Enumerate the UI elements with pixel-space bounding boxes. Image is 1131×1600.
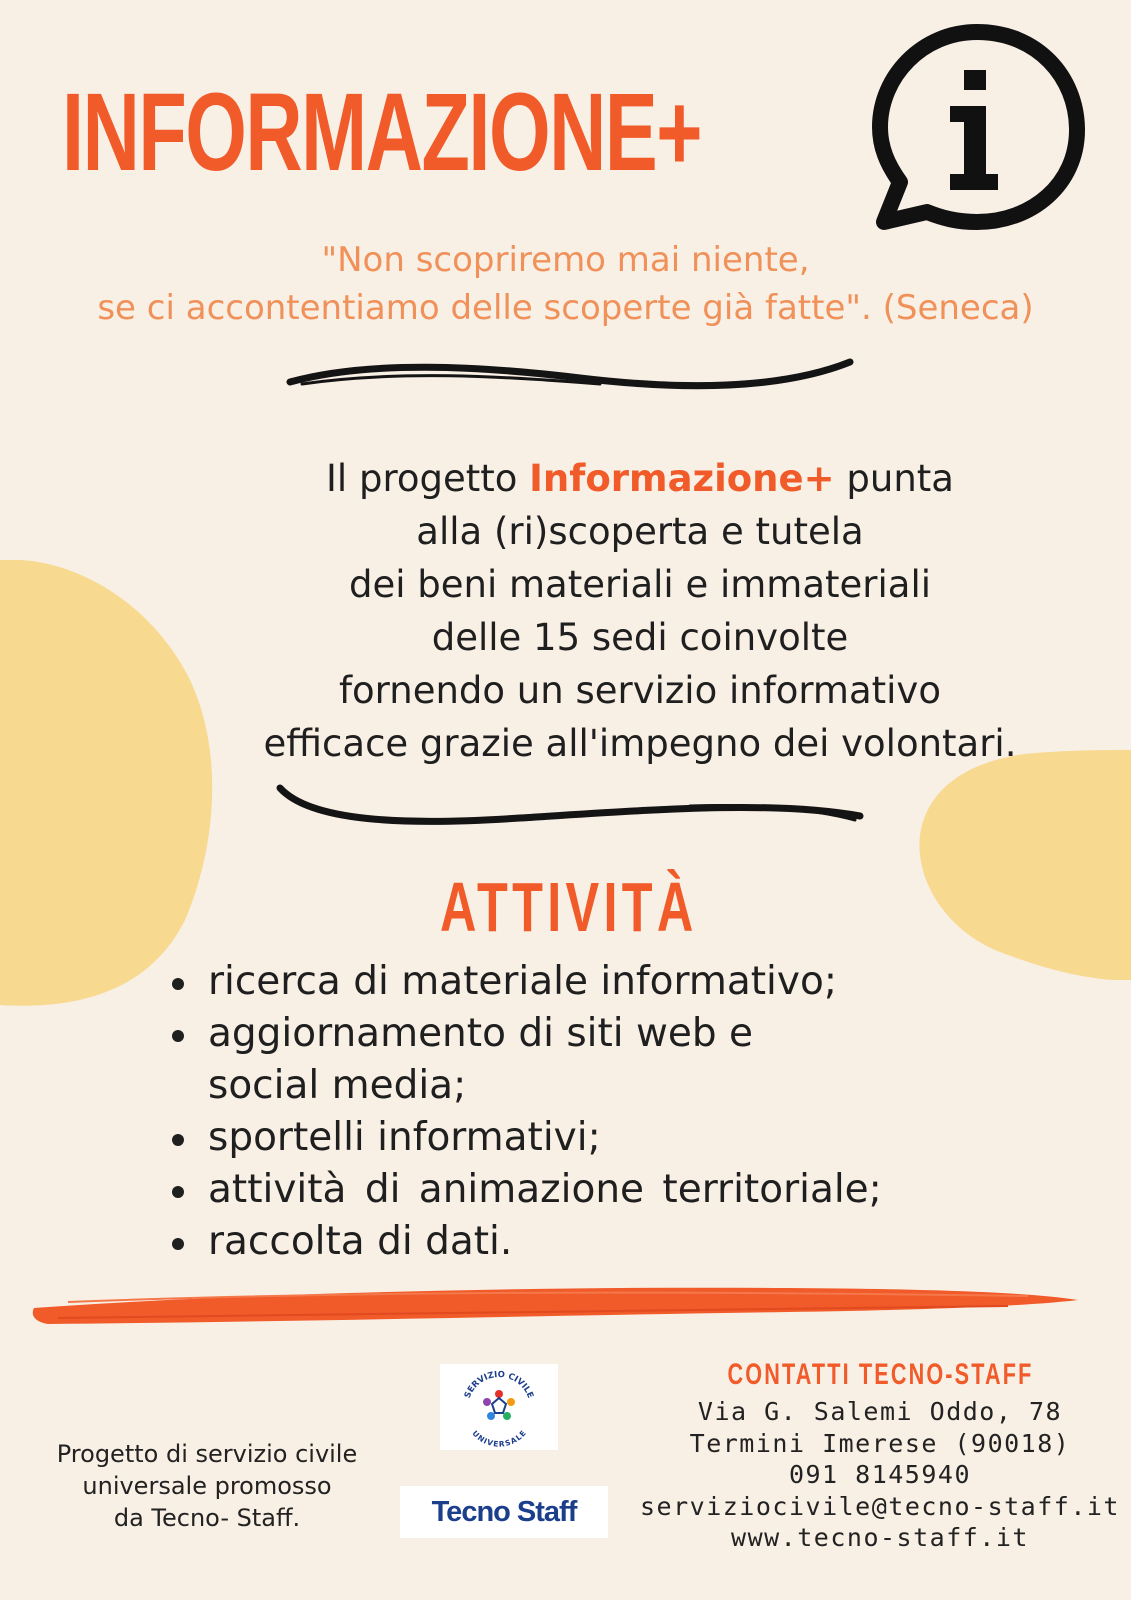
- servizio-civile-emblem-icon: [440, 1364, 558, 1450]
- quote-line-2: se ci accontentiamo delle scoperte già fatte". (Seneca): [97, 288, 1034, 328]
- contact-phone: 091 8145940: [788, 1460, 972, 1489]
- scu-logo-bottom-text: UNIVERSALE: [470, 1428, 528, 1449]
- top-swoosh-divider: [280, 350, 880, 410]
- contact-address: Via G. Salemi Oddo, 78: [697, 1397, 1063, 1426]
- list-item: raccolta di dati.: [168, 1216, 1068, 1268]
- list-item: ricerca di materiale informativo;: [168, 956, 1068, 1008]
- scu-logo-top-text: SERVIZIO CIVILE: [462, 1369, 536, 1400]
- project-name-highlight: Informazione+: [529, 457, 835, 500]
- project-description: [200, 452, 1080, 770]
- description-suffix: punta: [834, 457, 954, 500]
- contacts-title: CONTATTI TECNO-STAFF: [727, 1358, 1033, 1391]
- description-line: fornendo un servizio informativo: [339, 669, 941, 712]
- info-speech-bubble-icon: [872, 22, 1092, 237]
- description-line-1: [200, 452, 1080, 505]
- contacts-block: [640, 1358, 1120, 1554]
- orange-brush-stroke: [28, 1278, 1088, 1338]
- servizio-civile-logo: [440, 1364, 558, 1450]
- tecno-staff-logo-text: Tecno Staff: [431, 1495, 577, 1528]
- left-blob-decoration: [0, 560, 220, 1020]
- description-line: delle 15 sedi coinvolte: [431, 616, 849, 659]
- svg-text:UNIVERSALE: [470, 1429, 527, 1449]
- description-line: efficace grazie all'impegno dei volontari.: [263, 722, 1017, 765]
- contact-website[interactable]: www.tecno-staff.it: [731, 1523, 1029, 1552]
- footer-note-line: da Tecno- Staff.: [113, 1504, 301, 1532]
- right-blob-decoration: [915, 750, 1131, 980]
- footer-note-line: Progetto di servizio civile: [56, 1440, 358, 1468]
- description-prefix: Il progetto: [326, 457, 530, 500]
- description-line: alla (ri)scoperta e tutela: [416, 510, 864, 553]
- quote-line-1: "Non scopriremo mai niente,: [321, 240, 810, 280]
- seneca-quote: [0, 236, 1131, 332]
- bottom-swoosh-divider: [270, 776, 880, 846]
- list-item: aggiornamento di siti web e social media;: [168, 1008, 848, 1112]
- footer-note-line: universale promosso: [82, 1472, 332, 1500]
- footer-promoter-note: [22, 1438, 392, 1534]
- page-title: INFORMAZIONE+: [62, 71, 702, 194]
- list-item: attività di animazione territoriale;: [168, 1164, 1068, 1216]
- tecno-staff-logo: [400, 1486, 608, 1538]
- activities-title: ATTIVITÀ: [440, 868, 698, 946]
- contacts-lines: [640, 1396, 1120, 1554]
- description-line: dei beni materiali e immateriali: [348, 563, 932, 606]
- activities-list: [168, 956, 1068, 1268]
- contact-city: Termini Imerese (90018): [689, 1428, 1071, 1458]
- contact-email[interactable]: serviziocivile@tecno-staff.it: [640, 1491, 1120, 1521]
- list-item: sportelli informativi;: [168, 1112, 1068, 1164]
